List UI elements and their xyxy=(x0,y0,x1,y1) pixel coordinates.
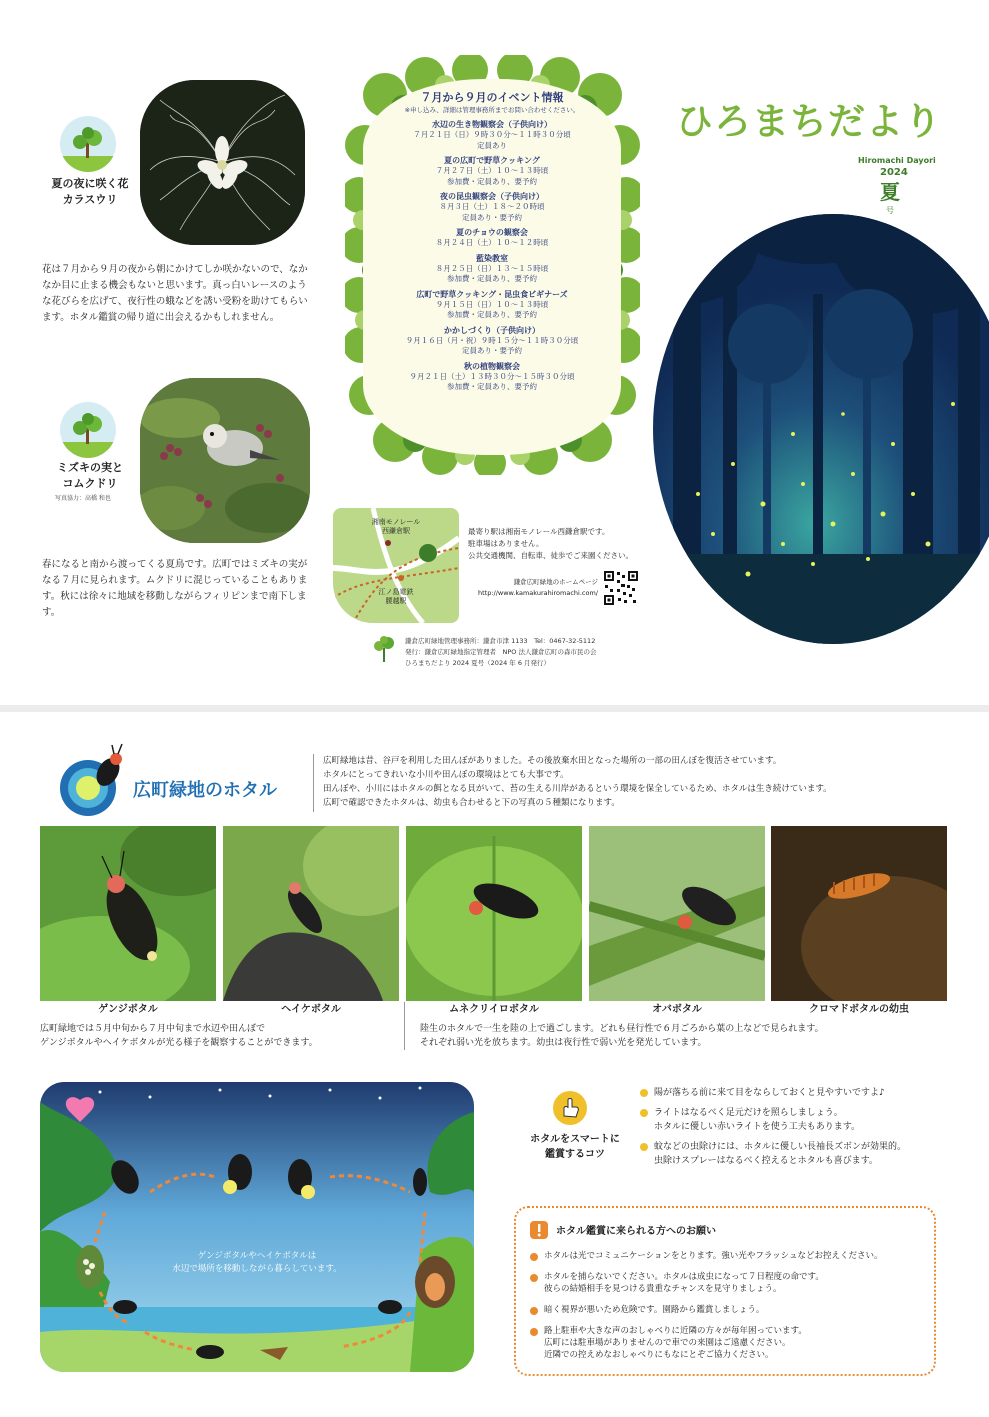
mizuki-photo xyxy=(140,378,310,543)
bullet-icon xyxy=(530,1328,538,1336)
event-detail: ８月２５日（日）１３～１５時頃 xyxy=(435,263,549,273)
request-text: ホタルを捕らないでください。ホタルは成虫になって７日程度の命です。 xyxy=(544,1272,824,1282)
desc-line: 陸生のホタルで一生を陸の上で過ごします。どれも昼行性で６月ごろから葉の上などで見られます。 xyxy=(420,1024,824,1034)
event-detail: ８月３日（土）１８～２０時頃 xyxy=(439,202,545,211)
mizuki-body: 春になると南から渡ってくる夏鳥です。広町ではミズキの実がなる７月に見られます。ムクドリに混じっていることもあります。秋には徐々に地域を移動しながらフィリピンまで南下します。 xyxy=(42,559,308,618)
bullet-icon xyxy=(530,1253,538,1261)
event-title: 藍染教室 xyxy=(476,253,508,263)
requests-box xyxy=(514,1206,936,1376)
event-item xyxy=(375,227,609,249)
tree-badge-icon xyxy=(60,402,116,458)
event-info-panel xyxy=(345,55,640,475)
event-detail: ９月１６日（月・祝）９時１５分～１１時３０分頃 xyxy=(405,335,579,345)
firefly-section-title: 広町緑地のホタル xyxy=(133,780,277,801)
genji-firefly-photo xyxy=(40,826,216,1001)
species-name: ムネクリイロボタル xyxy=(449,1004,539,1015)
request-item xyxy=(530,1271,930,1295)
intro-line: 広町緑地は昔、谷戸を利用した田んぼがありました。その後放棄水田となった場所の一部の田んぼを復活させています。 xyxy=(323,756,782,766)
event-detail: ９月２１日（土）１３時３０分～１５時３０分頃 xyxy=(409,371,575,381)
tip-text: ホタルに優しい赤いライトを使う工夫もあります。 xyxy=(654,1122,861,1132)
event-detail: ７月２７日（土）１０～１３時頃 xyxy=(435,166,549,175)
tips-label-line1: ホタルをスマートに xyxy=(530,1134,620,1145)
map-station1-line2: 西鎌倉駅 xyxy=(382,527,410,535)
tip-text: 陽が落ちる前に来て目をならしておくと見やすいですよ♪ xyxy=(654,1088,885,1098)
newsletter-page-front xyxy=(0,0,989,705)
map-station2-line1: 江ノ島電鉄 xyxy=(378,588,414,596)
event-detail: 参加費・定員あり、要予約 xyxy=(447,274,537,283)
event-item xyxy=(375,191,609,223)
issue-season: 夏 xyxy=(880,180,900,204)
terrestrial-firefly-desc xyxy=(420,1022,960,1050)
request-text: 暗く視界が悪いため危険です。園路から鑑賞しましょう。 xyxy=(544,1305,765,1315)
intro-line: 田んぼや、小川にはホタルの餌となる貝がいて、苔の生える川岸があるという環境を保全しているため、ホタルは生き続けています。 xyxy=(323,784,832,794)
request-text: 広町には駐車場がありませんので車での来園はご遠慮ください。 xyxy=(544,1338,791,1348)
event-detail: 定員あり・要予約 xyxy=(462,212,522,222)
request-text: 彼らの結婚相手を見つける貴重なチャンスを見守りましょう。 xyxy=(544,1284,782,1294)
event-detail: 参加費・定員あり、要予約 xyxy=(447,382,537,391)
access-text-line2: 駐車場はありません。 xyxy=(468,539,544,548)
divider xyxy=(404,1002,405,1050)
firefly-intro xyxy=(323,754,943,810)
tips-list xyxy=(640,1086,960,1174)
newsletter-page-firefly xyxy=(0,712,989,1417)
event-detail: ８月２４日（土）１０～１２時頃 xyxy=(435,238,549,247)
event-title: 夜の昆虫観察会（子供向け） xyxy=(440,192,544,201)
event-item xyxy=(375,155,609,187)
karasuuri-photo xyxy=(140,80,305,245)
intro-line: 広町で確認できたホタルは、幼虫も合わせると下の写真の５種類になります。 xyxy=(323,798,620,808)
event-item xyxy=(375,289,609,321)
footer-issue: ひろまちだより 2024 夏号（2024 年 6 月発行） xyxy=(405,659,551,667)
request-text: ホタルは光でコミュニケーションをとります。強い光やフラッシュなどお控えください。 xyxy=(544,1251,883,1261)
map-station1-line1: 湘南モノレール xyxy=(371,518,421,526)
tip-item xyxy=(640,1140,960,1168)
lifecycle-text-line2: 水辺で場所を移動しながら暮らしています。 xyxy=(172,1264,342,1274)
karasuuri-title-line1: 夏の夜に咲く花 xyxy=(51,177,129,190)
events-note: ※申し込み、詳細は管理事務所までお問い合わせください。 xyxy=(404,106,580,114)
event-detail: ７月２１日（日）９時３０分～１１時３０分頃 xyxy=(413,130,571,139)
request-text: 近隣での控えめなおしゃべりにもなにとぞご協力ください。 xyxy=(544,1350,774,1360)
request-item xyxy=(530,1304,930,1316)
bullet-icon xyxy=(530,1274,538,1282)
karasuuri-title-line2: カラスウリ xyxy=(62,193,118,206)
event-title: 秋の植物観察会 xyxy=(464,361,520,371)
divider xyxy=(313,754,314,812)
homepage-url[interactable]: http://www.kamakurahiromachi.com/ xyxy=(477,589,598,597)
footer-office: 鎌倉広町緑地管理事務所：鎌倉市津 1133 Tel：0467-32-5112 xyxy=(405,637,596,645)
oba-firefly-photo xyxy=(589,826,765,1001)
event-detail: 定員あり・要予約 xyxy=(462,346,522,355)
event-item xyxy=(375,325,609,357)
tip-item xyxy=(640,1106,960,1134)
species-name: ヘイケボタル xyxy=(281,1004,341,1015)
munekuriiro-firefly-photo xyxy=(406,826,582,1001)
qr-code-icon[interactable] xyxy=(603,570,639,606)
desc-line: ゲンジボタルやヘイケボタルが光る様子を観察することができます。 xyxy=(40,1038,318,1048)
bullet-icon xyxy=(640,1109,648,1117)
requests-heading: ホタル鑑賞に来られる方へのお願い xyxy=(556,1226,716,1237)
request-item xyxy=(530,1250,930,1262)
lifecycle-text-line1: ゲンジボタルやヘイケボタルは xyxy=(197,1251,317,1261)
karasuuri-body: 花は７月から９月の夜から朝にかけてしか咲かないので、なかなか目に止まる機会もないと思います。真っ白いレースのような花びらを広げて、夜行性の蛾などを誘い受粉を助けてもらいます。ホタル鑑賞の帰り道に出会えるかもしれません。 xyxy=(42,264,308,323)
pointing-hand-icon xyxy=(552,1090,588,1126)
firefly-lifecycle-illustration xyxy=(40,1082,474,1372)
species-name: ゲンジボタル xyxy=(98,1004,158,1015)
newsletter-title: ひろまちだより xyxy=(676,100,942,143)
tree-logo-icon xyxy=(373,636,395,662)
tips-label-line2: 鑑賞するコツ xyxy=(545,1149,605,1160)
event-title: 広町で野草クッキング・昆虫食ビギナーズ xyxy=(416,289,568,299)
species-name: クロマドボタルの幼虫 xyxy=(809,1004,909,1015)
access-map xyxy=(333,508,459,623)
desc-line: 広町緑地では５月中旬から７月中旬まで水辺や田んぼで xyxy=(40,1024,266,1034)
request-text: 路上駐車や大きな声のおしゃべりに近隣の方々が毎年困っています。 xyxy=(544,1326,807,1336)
event-detail: 参加費・定員あり、要予約 xyxy=(447,176,537,186)
mizuki-title-line2: コムクドリ xyxy=(62,477,118,490)
title-romaji: Hiromachi Dayori xyxy=(858,156,936,165)
event-detail: 定員あり xyxy=(477,140,507,150)
heike-firefly-photo xyxy=(223,826,399,1001)
tip-text: 虫除けスプレーはなるべく控えるとホタルも喜びます。 xyxy=(654,1156,878,1166)
issue-suffix: 号 xyxy=(886,206,894,215)
event-item xyxy=(375,253,609,285)
requests-list xyxy=(530,1250,930,1370)
intro-line: ホタルにとってきれいな小川や田んぼの環境はとても大事です。 xyxy=(323,770,569,780)
footer-publisher: 発行：鎌倉広町緑地指定管理者 NPO 法人鎌倉広町の森市民の会 xyxy=(405,648,597,656)
species-name: オバボタル xyxy=(652,1004,702,1015)
aquatic-firefly-desc xyxy=(40,1022,395,1050)
desc-line: それぞれ弱い光を放ちます。幼虫は夜行性で弱い光を発光しています。 xyxy=(420,1038,707,1048)
tip-text: 蚊などの虫除けには、ホタルに優しい長袖長ズボンが効果的。 xyxy=(654,1142,907,1152)
masthead xyxy=(676,100,966,144)
kuromado-larva-photo xyxy=(771,826,947,1001)
access-text-line1: 最寄り駅は湘南モノレール西鎌倉駅です。 xyxy=(468,527,610,536)
tip-text: ライトはなるべく足元だけを照らしましょう。 xyxy=(654,1108,843,1118)
event-detail: ９月１５日（日）１０～１３時頃 xyxy=(435,299,549,309)
event-item xyxy=(375,361,609,393)
tip-item xyxy=(640,1086,960,1100)
event-item xyxy=(375,119,609,151)
event-title: 水辺の生き物観察会（子供向け） xyxy=(432,120,552,129)
tree-badge-icon xyxy=(60,116,116,172)
mizuki-title-line1: ミズキの実と xyxy=(57,461,123,474)
homepage-label: 鎌倉広町緑地のホームページ xyxy=(513,578,598,586)
bullet-icon xyxy=(530,1307,538,1315)
bullet-icon xyxy=(640,1143,648,1151)
access-text-line3: 公共交通機関、自転車、徒歩でご来園ください。 xyxy=(468,551,633,560)
events-heading: ７月から９月のイベント情報 xyxy=(420,91,564,104)
photo-credit: 写真協力：高橋 和也 xyxy=(55,495,111,502)
bullet-icon xyxy=(640,1089,648,1097)
firefly-forest-illustration xyxy=(653,214,989,644)
issue-year: 2024 xyxy=(880,167,908,178)
event-title: かかしづくり（子供向け） xyxy=(444,325,540,335)
exclamation-icon xyxy=(530,1221,548,1239)
firefly-emblem-icon xyxy=(56,742,132,818)
map-station2-line2: 腰越駅 xyxy=(385,597,407,605)
event-title: 夏のチョウの観察会 xyxy=(456,228,528,237)
request-item xyxy=(530,1325,930,1361)
event-detail: 参加費・定員あり、要予約 xyxy=(447,310,537,319)
event-title: 夏の広町で野草クッキング xyxy=(444,156,540,165)
